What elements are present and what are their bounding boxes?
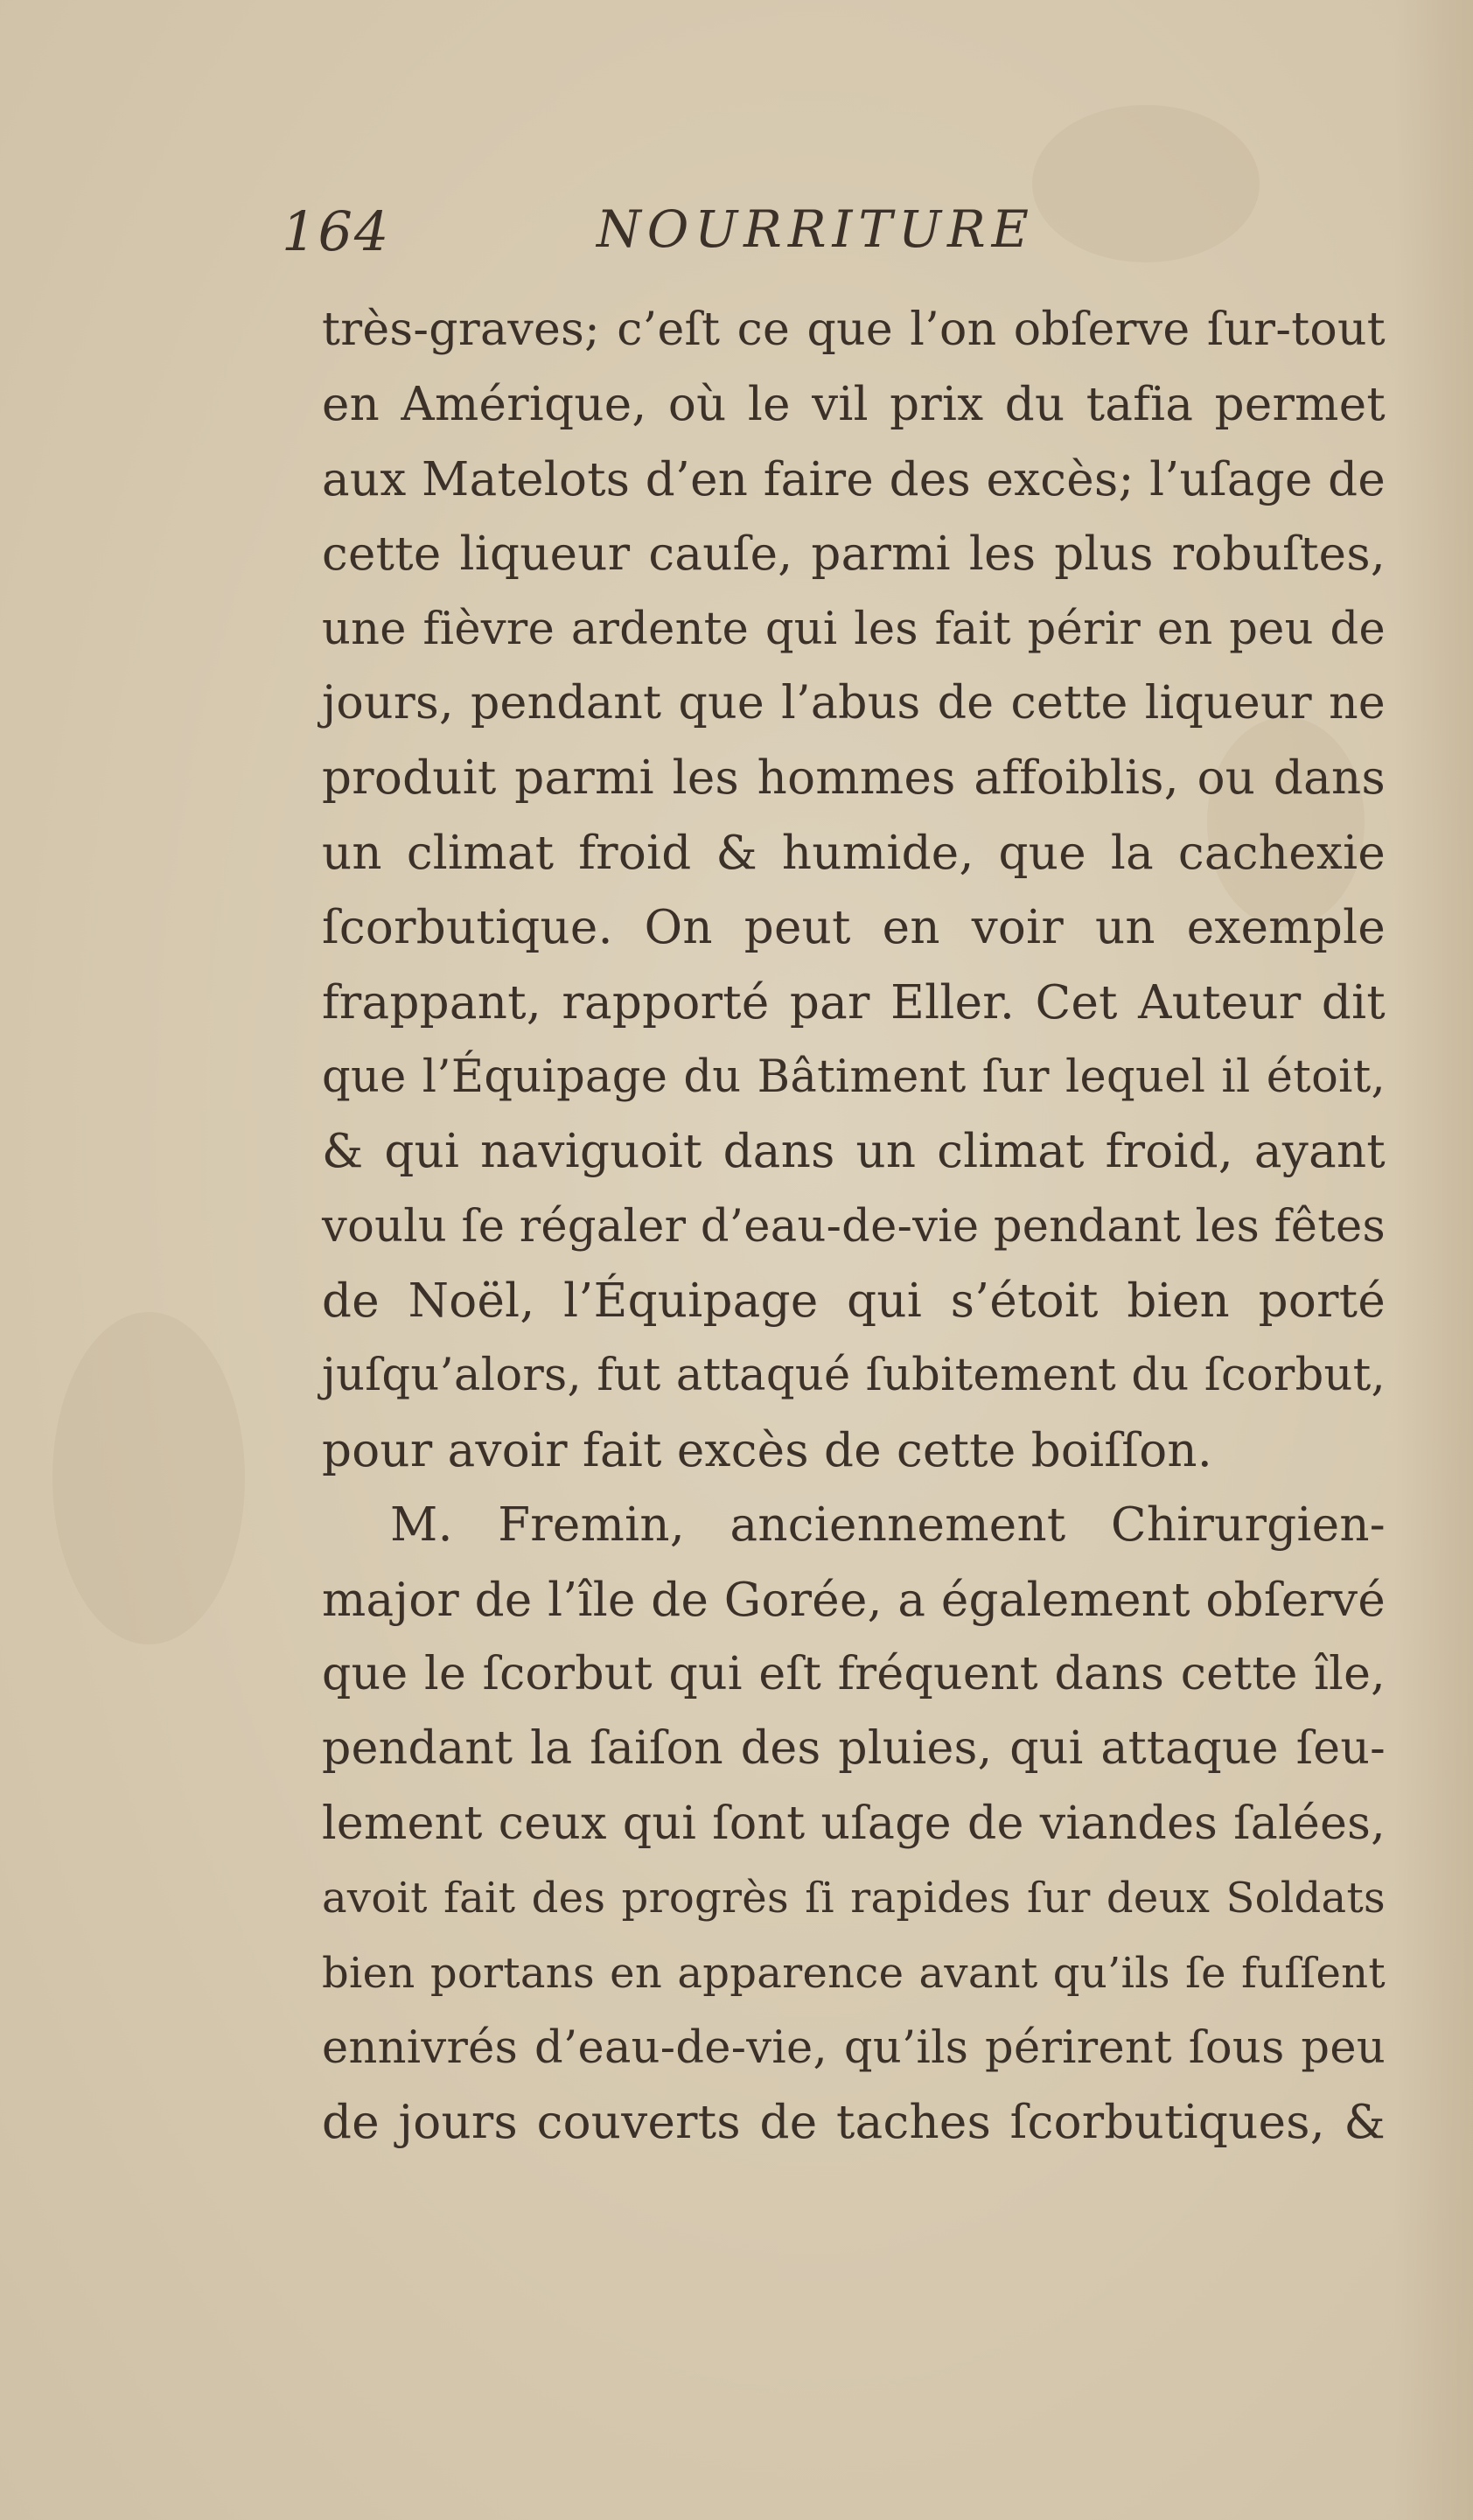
text-line: cette liqueur cauſe, parmi les plus robuſtes,	[322, 527, 1386, 582]
text-line: jours, pendant que l’abus de cette liqueur ne	[322, 676, 1386, 729]
text-line: major de l’île de Gorée, a également obſervé	[322, 1573, 1386, 1627]
text-line: avoit fait des progrès ſi rapides ſur deux Soldats	[322, 1874, 1386, 1923]
text-line: pour avoir fait excès de cette boiſſon.	[322, 1423, 1213, 1477]
text-line: frappant, rapporté par Eller. Cet Auteur dit	[322, 975, 1386, 1030]
text-line: que l’Équipage du Bâtiment ſur lequel il étoit,	[322, 1051, 1386, 1103]
text-line: ennivrés d’eau-de-vie, qu’ils périrent ſous peu	[322, 2021, 1386, 2074]
text-line: un climat froid & humide, que la cachexie	[322, 826, 1386, 880]
text-line: & qui naviguoit dans un climat froid, ayant	[322, 1125, 1386, 1179]
text-line: voulu ſe régaler d’eau-de-vie pendant les fêtes	[322, 1200, 1386, 1253]
text-line: que le ſcorbut qui eſt fréquent dans cette île,	[322, 1648, 1386, 1701]
text-line: pendant la ſaiſon des pluies, qui attaque ſeu-	[322, 1722, 1386, 1776]
text-line: très-graves; c’eſt ce que l’on obſerve ſur-tout	[322, 304, 1386, 356]
text-line: de Noël, l’Équipage qui s’étoit bien porté	[322, 1274, 1386, 1329]
page-edge-shadow	[1394, 0, 1473, 2520]
text-line: aux Matelots d’en faire des excès; l’uſage de	[322, 452, 1386, 506]
paper-stain	[52, 1312, 245, 1644]
text-line-indented: M. Fremin, anciennement Chirurgien-	[390, 1498, 1386, 1553]
page-number: 164	[282, 199, 391, 263]
body-text	[322, 293, 1386, 2160]
text-line: de jours couverts de taches ſcorbutiques, &	[322, 2096, 1386, 2150]
text-line: une fièvre ardente qui les fait périr en peu de	[322, 603, 1386, 655]
text-line: lement ceux qui ſont uſage de viandes ſalées,	[322, 1797, 1386, 1850]
running-title: NOURRITURE	[597, 199, 1036, 259]
text-line: produit parmi les hommes affoiblis, ou dans	[322, 751, 1386, 806]
text-line: ſcorbutique. On peut en voir un exemple	[322, 901, 1386, 955]
page-header	[282, 199, 1156, 278]
text-line: en Amérique, où le vil prix du tafia permet	[322, 378, 1386, 432]
text-line: bien portans en apparence avant qu’ils ſe fuſſent	[322, 1948, 1386, 1998]
text-line: juſqu’alors, fut attaqué ſubitement du ſcorbut,	[322, 1350, 1386, 1402]
